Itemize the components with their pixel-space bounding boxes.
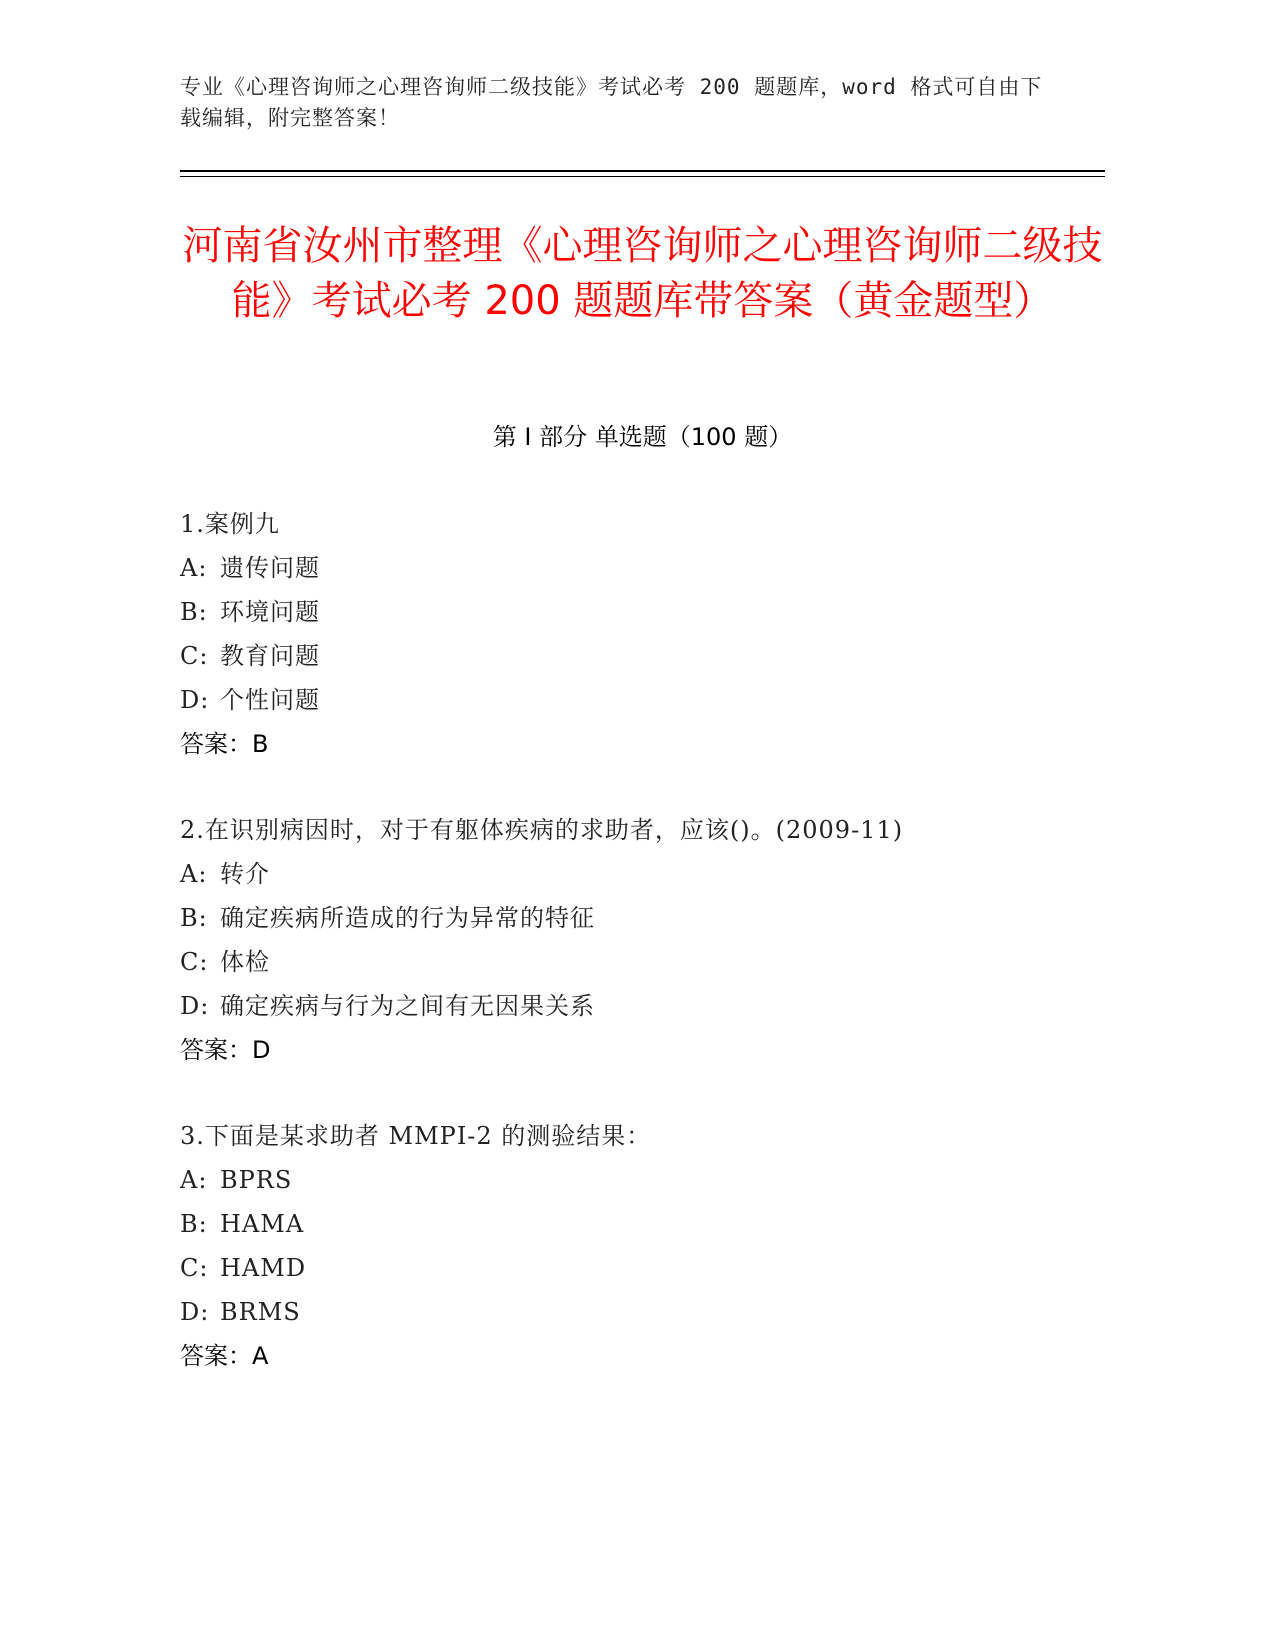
option-letter: B: — [180, 598, 208, 626]
option-text: 确定疾病与行为之间有无因果关系 — [220, 992, 595, 1020]
option-text: 环境问题 — [220, 598, 320, 626]
header-rule-thin — [180, 176, 1105, 177]
option-text: 转介 — [220, 860, 270, 888]
question-stem: 3.下面是某求助者 MMPI-2 的测验结果： — [180, 1122, 652, 1150]
option-d — [180, 1290, 1105, 1334]
option-text: 体检 — [220, 948, 270, 976]
option-text: BRMS — [220, 1298, 301, 1326]
option-a — [180, 1158, 1105, 1202]
option-letter: C: — [180, 1254, 209, 1282]
option-b — [180, 1202, 1105, 1246]
answer-line: 答案：A — [180, 1342, 269, 1370]
option-text: HAMA — [220, 1210, 305, 1238]
option-letter: B: — [180, 904, 208, 932]
question-stem: 2.在识别病因时，对于有躯体疾病的求助者，应该()。(2009-11) — [180, 816, 904, 844]
question-3 — [180, 1114, 1105, 1378]
answer-line: 答案：B — [180, 730, 269, 758]
question-1 — [180, 502, 1105, 766]
option-c — [180, 1246, 1105, 1290]
option-d — [180, 984, 1105, 1028]
option-text: BPRS — [220, 1166, 293, 1194]
header-rule-thick — [180, 170, 1105, 172]
option-text: 遗传问题 — [220, 554, 320, 582]
option-letter: C: — [180, 642, 209, 670]
option-a — [180, 546, 1105, 590]
document-title: 河南省汝州市整理《心理咨询师之心理咨询师二级技能》考试必考 200 题题库带答案（黄金题型） — [182, 223, 1103, 324]
option-letter: D: — [180, 1298, 210, 1326]
question-stem: 1.案例九 — [180, 510, 280, 538]
option-text: 确定疾病所造成的行为异常的特征 — [220, 904, 595, 932]
option-letter: A: — [180, 554, 208, 582]
header-note: 专业《心理咨询师之心理咨询师二级技能》考试必考 200 题题库，word 格式可自由下载编辑，附完整答案！ — [180, 75, 1043, 130]
option-text: 个性问题 — [220, 686, 320, 714]
option-letter: D: — [180, 686, 210, 714]
section-title: 第 I 部分 单选题（100 题） — [492, 423, 793, 451]
option-c — [180, 940, 1105, 984]
option-d — [180, 678, 1105, 722]
option-a — [180, 852, 1105, 896]
option-b — [180, 590, 1105, 634]
question-2 — [180, 808, 1105, 1072]
option-letter: B: — [180, 1210, 208, 1238]
option-text: HAMD — [220, 1254, 307, 1282]
answer-line: 答案：D — [180, 1036, 271, 1064]
option-letter: D: — [180, 992, 210, 1020]
option-letter: A: — [180, 860, 208, 888]
option-letter: C: — [180, 948, 209, 976]
option-text: 教育问题 — [220, 642, 320, 670]
option-c — [180, 634, 1105, 678]
option-b — [180, 896, 1105, 940]
option-letter: A: — [180, 1166, 208, 1194]
